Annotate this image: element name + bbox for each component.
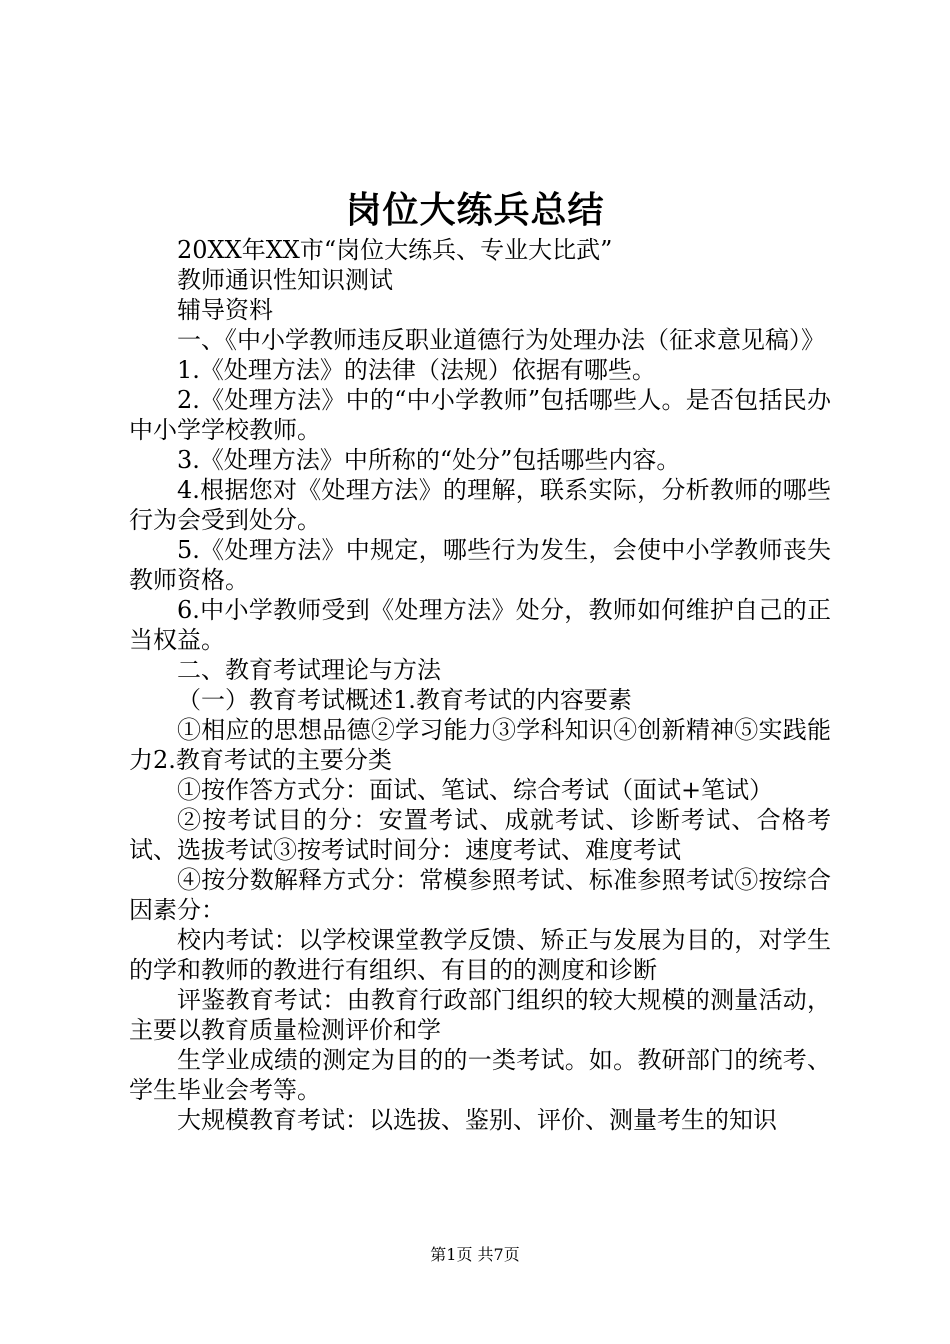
paragraph: ①按作答方式分：面试、笔试、综合考试（面试+笔试） (177, 776, 774, 804)
paragraph: 校内考试：以学校课堂教学反馈、矫正与发展为目的，对学生的学和教师的教进行有组织、有目的的测度和诊断 (129, 926, 831, 984)
paragraph: 大规模教育考试：以选拔、鉴别、评价、测量考生的知识 (177, 1106, 777, 1134)
paragraph: 2.《处理方法》中的“中小学教师”包括哪些人。是否包括民办中小学学校教师。 (129, 386, 831, 444)
paragraph: 6.中小学教师受到《处理方法》处分，教师如何维护自己的正当权益。 (129, 596, 831, 654)
paragraph: 二、教育考试理论与方法 (177, 656, 441, 684)
paragraph: 20XX年XX市“岗位大练兵、专业大比武” (177, 236, 613, 264)
document-title: 岗位大练兵总结 (345, 189, 605, 231)
page-number-footer: 第1页 共7页 (430, 1245, 520, 1264)
paragraph: ④按分数解释方式分：常模参照考试、标准参照考试⑤按综合因素分： (129, 866, 831, 924)
paragraph: 1.《处理方法》的法律（法规）依据有哪些。 (177, 356, 656, 384)
paragraph: 3.《处理方法》中所称的“处分”包括哪些内容。 (177, 446, 681, 474)
document-body (129, 235, 831, 1135)
paragraph: （一）教育考试概述1.教育考试的内容要素 (177, 686, 632, 714)
paragraph: 一、《中小学教师违反职业道德行为处理办法（征求意见稿）》 (177, 326, 825, 354)
paragraph: ①相应的思想品德②学习能力③学科知识④创新精神⑤实践能力2.教育考试的主要分类 (129, 716, 831, 774)
paragraph: 教师通识性知识测试 (177, 266, 393, 294)
paragraph: 生学业成绩的测定为目的的一类考试。如。教研部门的统考、学生毕业会考等。 (129, 1046, 831, 1104)
paragraph: 评鉴教育考试：由教育行政部门组织的较大规模的测量活动，主要以教育质量检测评价和学 (129, 986, 831, 1044)
paragraph: 5.《处理方法》中规定，哪些行为发生，会使中小学教师丧失教师资格。 (129, 536, 831, 594)
paragraph: ②按考试目的分：安置考试、成就考试、诊断考试、合格考试、选拔考试③按考试时间分：速度考试、难度考试 (129, 806, 831, 864)
paragraph: 辅导资料 (177, 296, 273, 324)
paragraph: 4.根据您对《处理方法》的理解，联系实际，分析教师的哪些行为会受到处分。 (129, 476, 831, 534)
